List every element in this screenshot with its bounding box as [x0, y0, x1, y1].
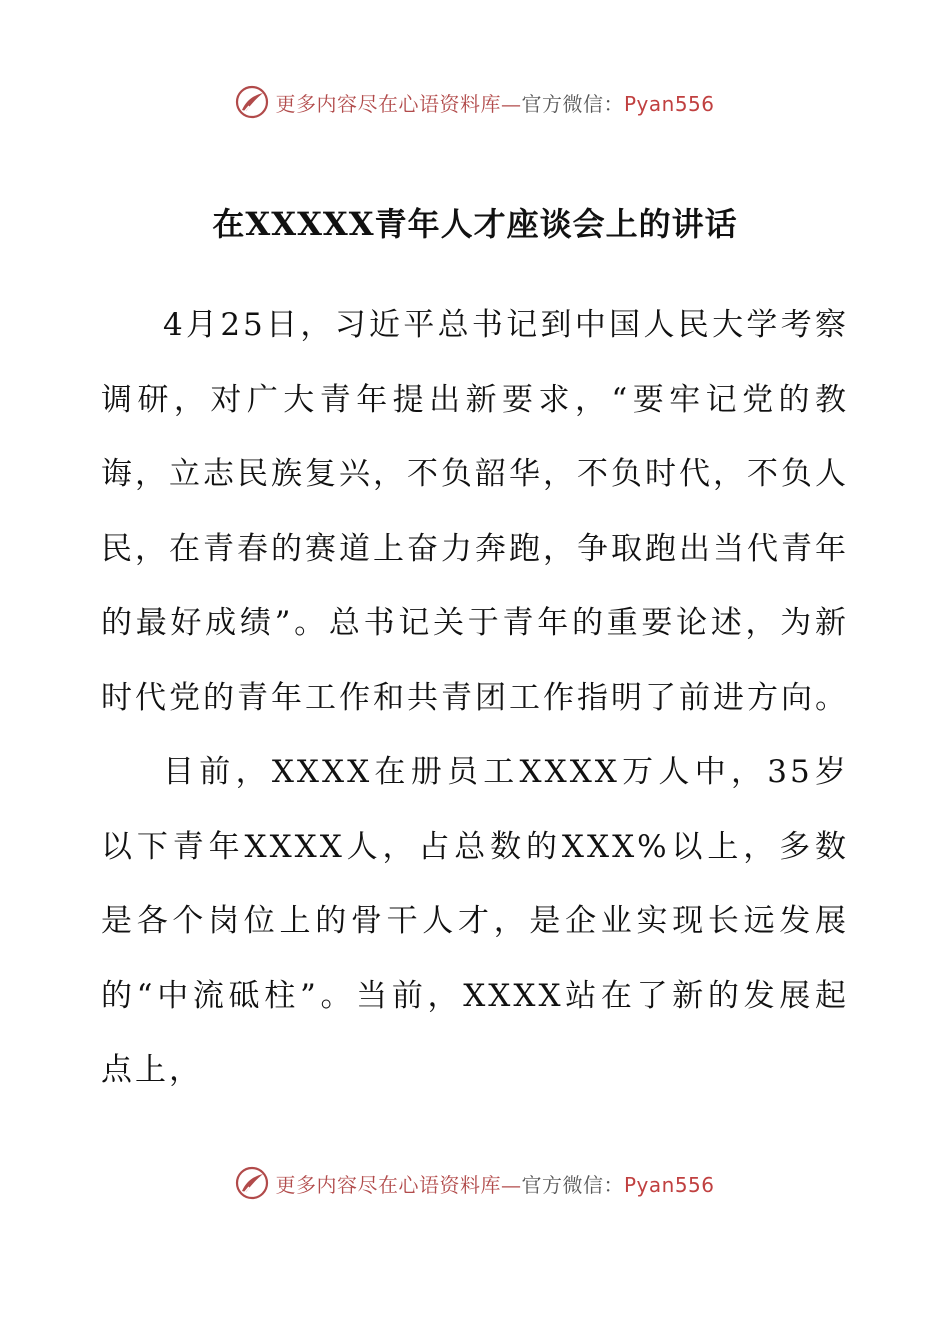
pen-logo-icon [235, 85, 269, 119]
document-body [101, 288, 849, 1108]
watermark-dash: — [500, 91, 522, 116]
watermark-dash: — [500, 1172, 522, 1197]
header-watermark [0, 80, 950, 124]
pen-logo-icon [235, 1166, 269, 1200]
document-title: 在XXXXX青年人才座谈会上的讲话 [212, 205, 738, 243]
watermark-text [275, 1169, 714, 1198]
paragraph: 目前，XXXX在册员工XXXX万人中，35岁以下青年XXXX人，占总数的XXX%以上，多数是各个岗位上的骨干人才，是企业实现长远发展的“中流砥柱”。当前，XXXX站在了新的发展起点上， [101, 754, 849, 1088]
watermark-lead: 更多内容尽在心语资料库 [275, 1172, 501, 1197]
footer-watermark [0, 1161, 950, 1205]
watermark-text [275, 88, 714, 117]
watermark-id: Pyan556 [623, 1172, 715, 1197]
paragraph: 4月25日，习近平总书记到中国人民大学考察调研，对广大青年提出新要求，“要牢记党的教诲，立志民族复兴，不负韶华，不负时代，不负人民，在青春的赛道上奋力奔跑，争取跑出当代青年的最好成绩”。总书记关于青年的重要论述，为新时代党的青年工作和共青团工作指明了前进方向。 [101, 307, 849, 716]
watermark-label: 官方微信： [521, 91, 624, 116]
watermark-id: Pyan556 [623, 91, 715, 116]
watermark-lead: 更多内容尽在心语资料库 [275, 91, 501, 116]
watermark-label: 官方微信： [521, 1172, 624, 1197]
